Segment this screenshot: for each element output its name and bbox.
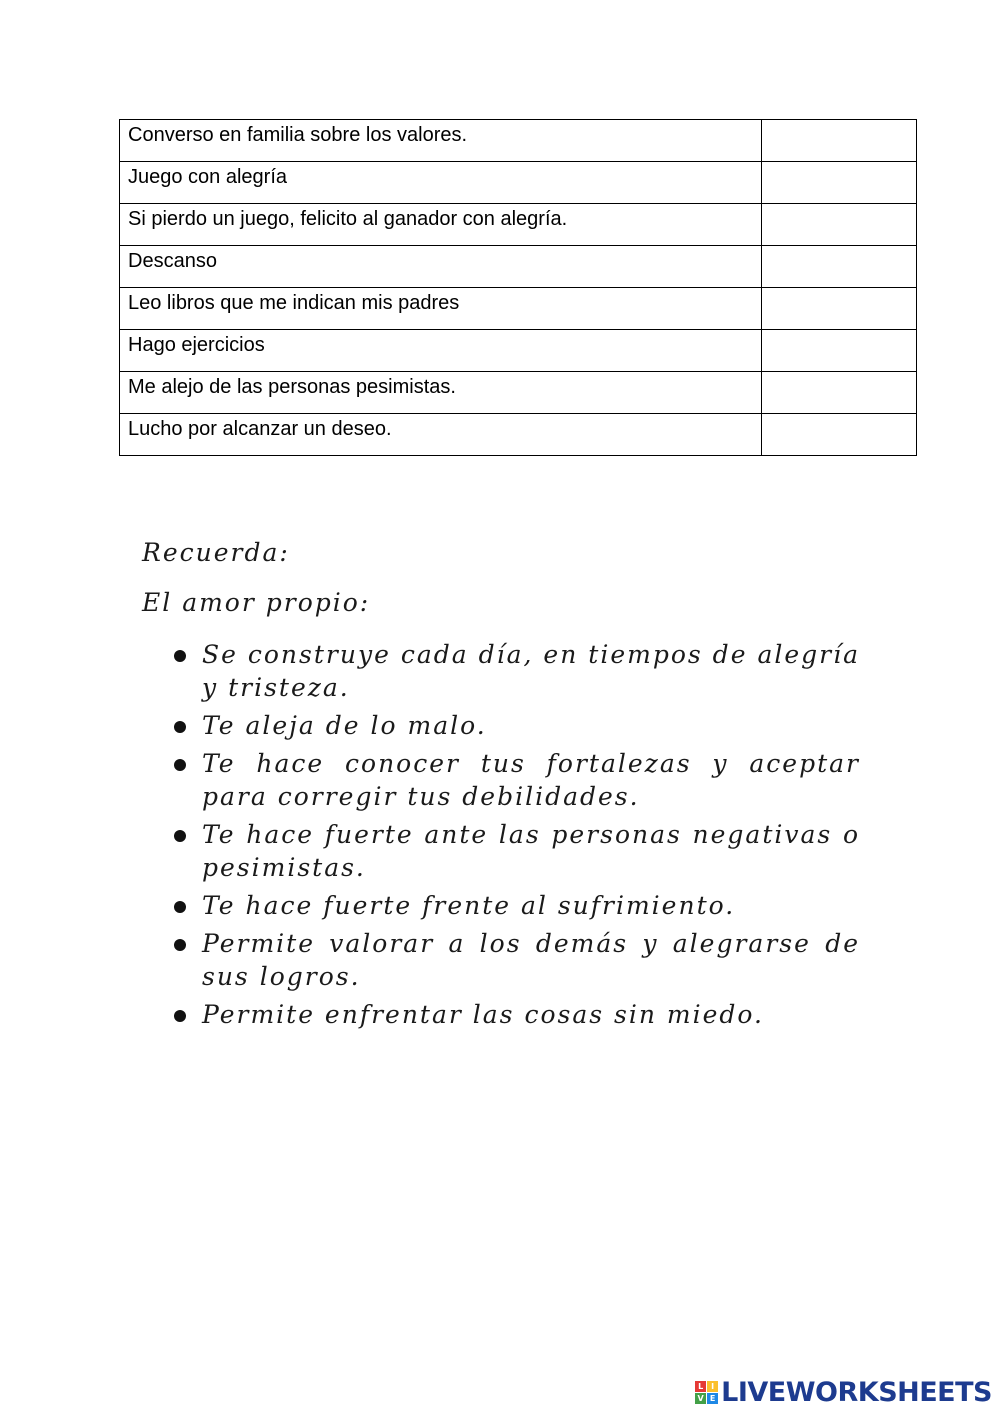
table-row	[120, 246, 917, 288]
list-item	[160, 818, 860, 884]
table-row	[120, 372, 917, 414]
bullet-dot-icon	[174, 1010, 186, 1022]
reminder-heading: Recuerda:	[142, 538, 290, 567]
statement-cell: Lucho por alcanzar un deseo.	[120, 414, 762, 456]
table-row	[120, 120, 917, 162]
liveworksheets-watermark	[695, 1375, 992, 1409]
list-item-text: Se construye cada día, en tiempos de alegría y tristeza.	[202, 640, 860, 702]
statement-cell: Leo libros que me indican mis padres	[120, 288, 762, 330]
liveworksheets-logo-icon	[695, 1381, 718, 1404]
answer-cell[interactable]	[762, 162, 917, 204]
list-item	[160, 998, 860, 1031]
list-item	[160, 889, 860, 922]
answer-cell[interactable]	[762, 330, 917, 372]
reminder-subheading: El amor propio:	[142, 588, 371, 617]
statement-cell: Converso en familia sobre los valores.	[120, 120, 762, 162]
brand-name: LIVEWORKSHEETS	[721, 1376, 992, 1408]
logo-letter: I	[707, 1381, 718, 1392]
bullet-dot-icon	[174, 650, 186, 662]
table-row	[120, 162, 917, 204]
statement-cell: Juego con alegría	[120, 162, 762, 204]
bullet-dot-icon	[174, 830, 186, 842]
list-item-text: Te hace conocer tus fortalezas y aceptar para corregir tus debilidades.	[202, 749, 860, 811]
bullet-dot-icon	[174, 721, 186, 733]
table-row	[120, 414, 917, 456]
list-item-text: Permite valorar a los demás y alegrarse de sus logros.	[202, 929, 860, 991]
answer-cell[interactable]	[762, 372, 917, 414]
statement-cell: Hago ejercicios	[120, 330, 762, 372]
list-item	[160, 927, 860, 993]
logo-letter: L	[695, 1381, 706, 1392]
list-item	[160, 709, 860, 742]
list-item-text: Te aleja de lo malo.	[202, 711, 487, 740]
answer-cell[interactable]	[762, 414, 917, 456]
list-item	[160, 638, 860, 704]
table-row	[120, 330, 917, 372]
answer-cell[interactable]	[762, 120, 917, 162]
list-item	[160, 747, 860, 813]
logo-letter: V	[695, 1393, 706, 1404]
statement-cell: Descanso	[120, 246, 762, 288]
bullet-dot-icon	[174, 939, 186, 951]
table-row	[120, 288, 917, 330]
answer-cell[interactable]	[762, 246, 917, 288]
statement-cell: Si pierdo un juego, felicito al ganador con alegría.	[120, 204, 762, 246]
bullet-dot-icon	[174, 901, 186, 913]
list-item-text: Te hace fuerte frente al sufrimiento.	[202, 891, 736, 920]
list-item-text: Te hace fuerte ante las personas negativas o pesimistas.	[202, 820, 860, 882]
logo-letter: E	[707, 1393, 718, 1404]
table-row	[120, 204, 917, 246]
reminder-bullet-list	[160, 638, 860, 1036]
answer-cell[interactable]	[762, 204, 917, 246]
bullet-dot-icon	[174, 759, 186, 771]
statement-cell: Me alejo de las personas pesimistas.	[120, 372, 762, 414]
answer-cell[interactable]	[762, 288, 917, 330]
list-item-text: Permite enfrentar las cosas sin miedo.	[202, 1000, 764, 1029]
self-assessment-table	[119, 119, 917, 456]
